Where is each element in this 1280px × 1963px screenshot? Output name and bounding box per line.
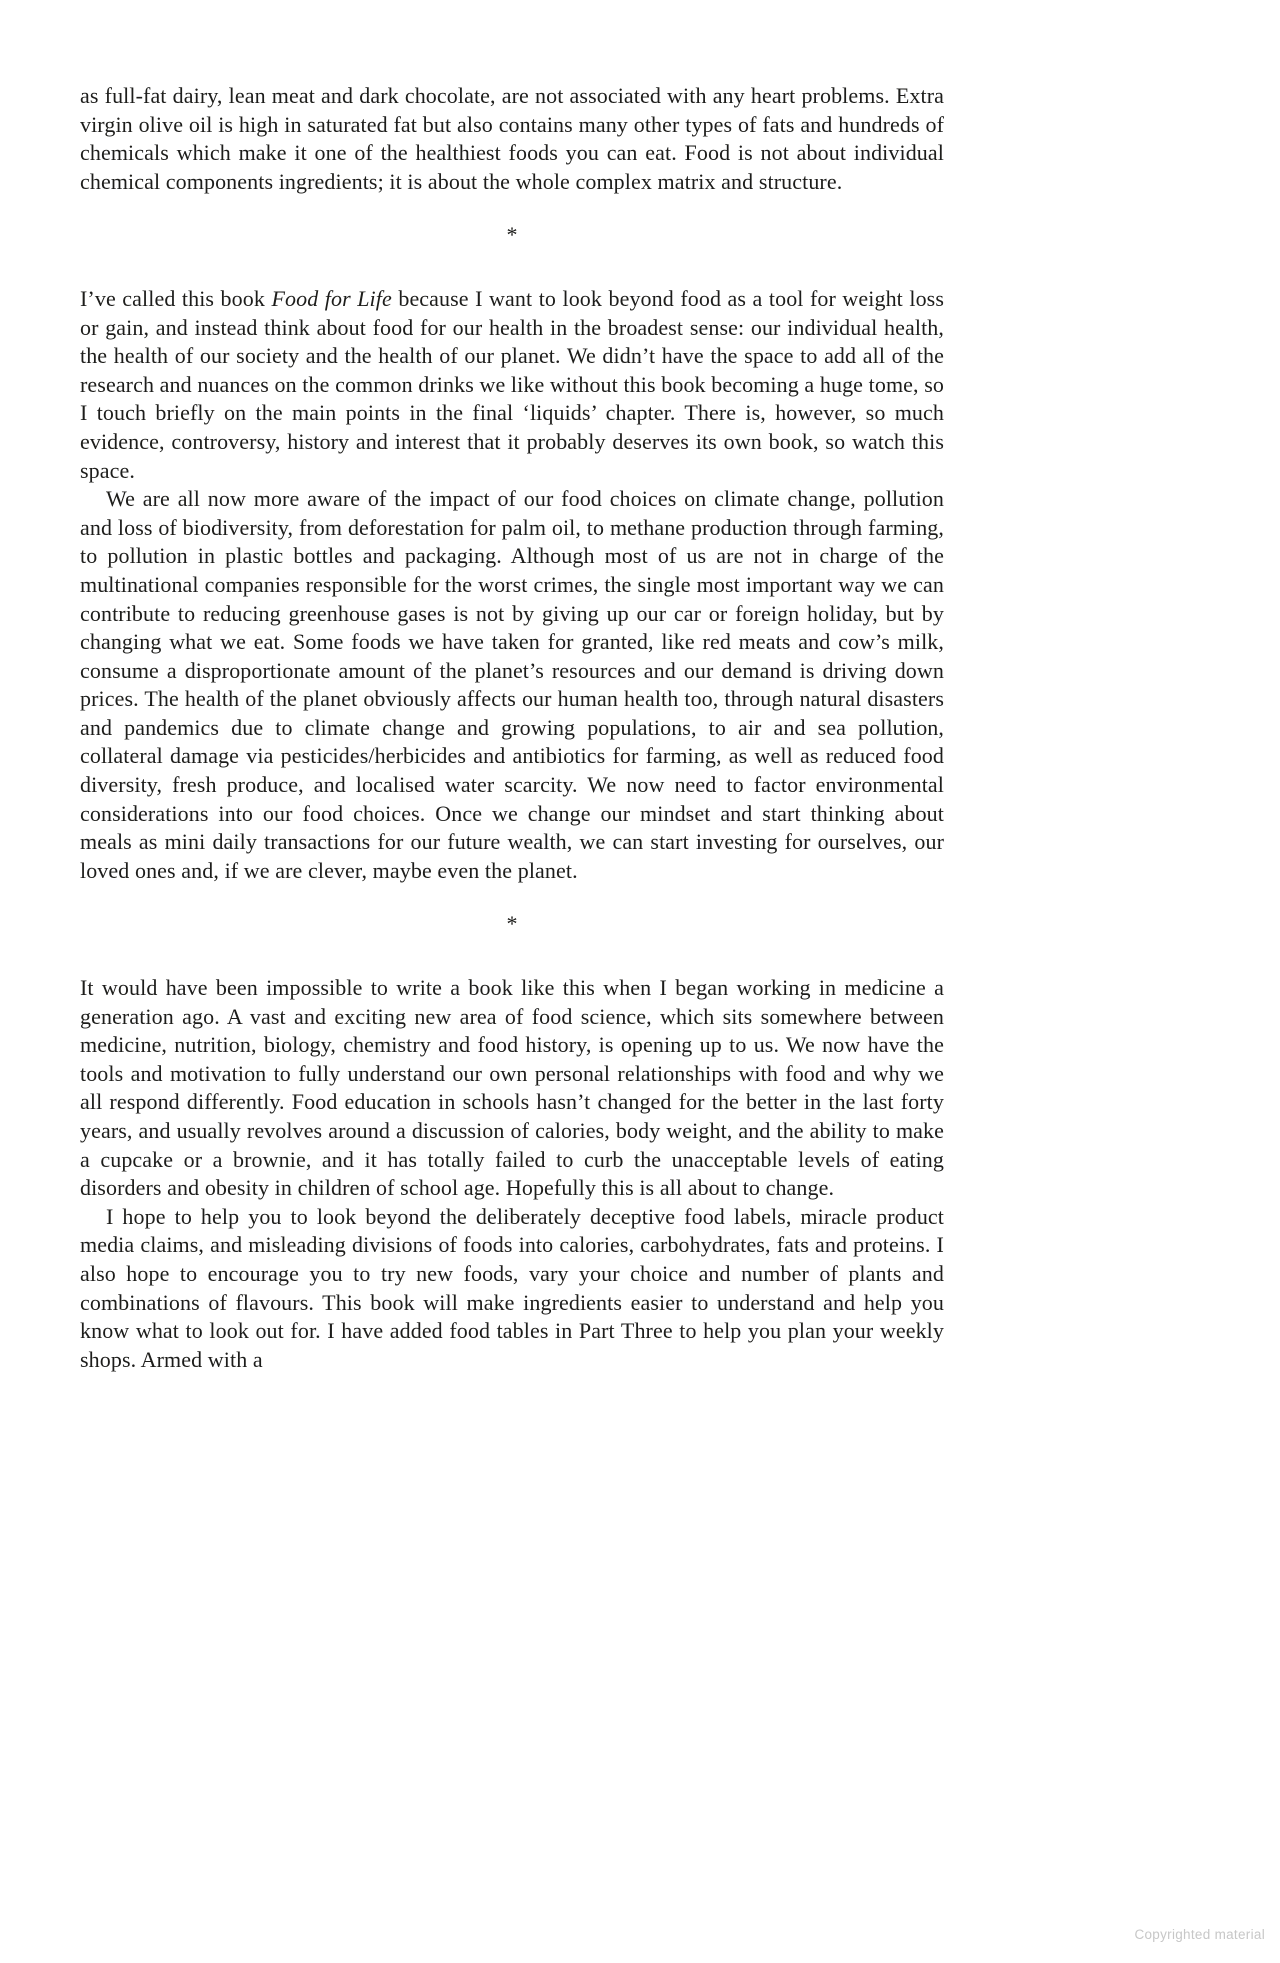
paragraph [80, 485, 944, 885]
page-text [80, 82, 944, 1374]
paragraph-text: because I want to look beyond food as a tool for weight loss or gain, and instead think about food for our health in the broadest sense: our individual health, the health of our society and the health of our planet. We didn’t have the space to add all of the research and nuances on the common drinks we like without this book becoming a huge tome, so I touch briefly on the main points in the final ‘liquids’ chapter. There is, however, so much evidence, controversy, history and interest that it probably deserves its own book, so watch this space. [80, 285, 945, 483]
section-break-asterisk: * [506, 911, 518, 937]
paragraph [80, 82, 944, 196]
paragraph [80, 285, 944, 485]
book-title-italic: Food for Life [271, 285, 392, 311]
paragraph [80, 1203, 944, 1375]
copyright-watermark: Copyrighted material [1134, 1927, 1265, 1942]
paragraph [80, 974, 944, 1203]
paragraph-text: I’ve called this book [80, 285, 272, 311]
paragraph-text: It would have been impossible to write a book like this when I began working in medicine a generation ago. A vast and exciting new area of food science, which sits somewhere between medicine, nutrition, biology, chemistry and food history, is opening up to us. We now have the tools and motivation to fully understand our own personal relationships with food and why we all respond differently. Food education in schools hasn’t changed for the better in the last forty years, and usually revolves around a discussion of calories, body weight, and the ability to make a cupcake or a brownie, and it has totally failed to curb the unacceptable levels of eating disorders and obesity in children of school age. Hopefully this is all about to change. [80, 975, 944, 1201]
paragraph-text: We are all now more aware of the impact of our food choices on climate change, pollution and loss of biodiversity, from deforestation for palm oil, to methane production through farming, to pollution in plastic bottles and packaging. Although most of us are not in charge of the multinational companies responsible for the worst crimes, the single most important way we can contribute to reducing greenhouse gases is not by giving up our car or foreign holiday, but by changing what we eat. Some foods we have taken for granted, like red meats and cow’s milk, consume a disproportionate amount of the planet’s resources and our demand is driving down prices. The health of the planet obviously affects our human health too, through natural disasters and pandemics due to climate change and growing populations, to air and sea pollution, collateral damage via pesticides/herbicides and antibiotics for farming, as well as reduced food diversity, fresh produce, and localised water scarcity. We now need to factor environmental considerations into our food choices. Once we change our mindset and start thinking about meals as mini daily transactions for our future wealth, we can start investing for ourselves, our loved ones and, if we are clever, maybe even the planet. [80, 486, 944, 883]
section-break-asterisk: * [506, 222, 518, 248]
paragraph-text: I hope to help you to look beyond the deliberately deceptive food labels, miracle product media claims, and misleading divisions of foods into calories, carbohydrates, fats and proteins. I also hope to encourage you to try new foods, vary your choice and number of plants and combinations of flavours. This book will make ingredients easier to understand and help you know what to look out for. I have added food tables in Part Three to help you plan your weekly shops. Armed with a [80, 1203, 944, 1372]
paragraph-text: as full-fat dairy, lean meat and dark chocolate, are not associated with any heart problems. Extra virgin olive oil is high in saturated fat but also contains many other types of fats and hundreds of chemicals which make it one of the healthiest foods you can eat. Food is not about individual chemical components ingredients; it is about the whole complex matrix and structure. [80, 83, 944, 194]
